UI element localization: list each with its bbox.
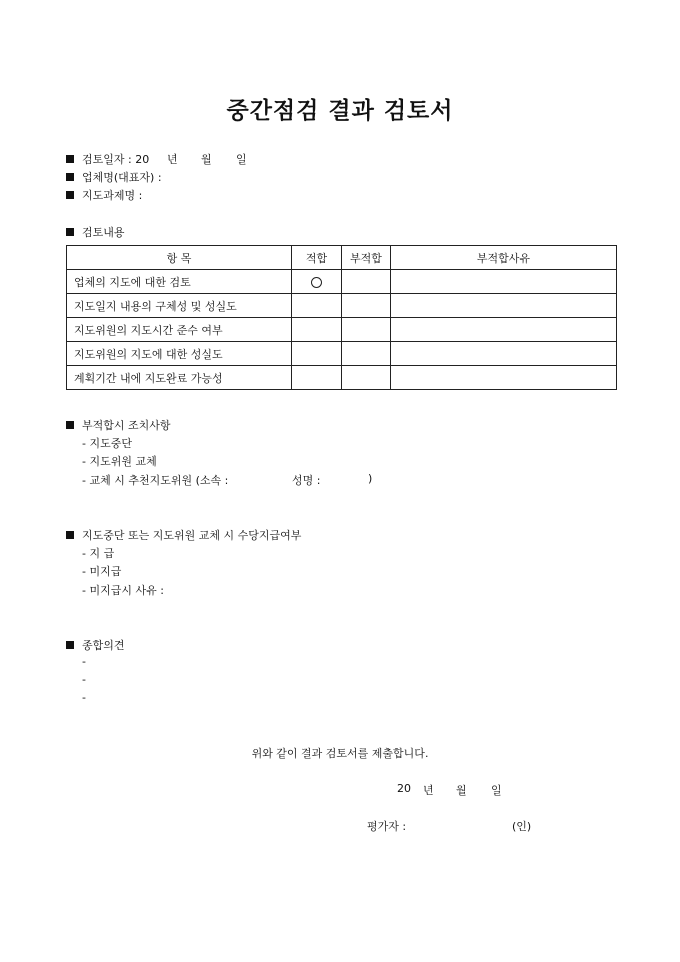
document-title: 중간점검 결과 검토서	[226, 98, 454, 124]
review-heading	[66, 224, 125, 240]
name-label: 성명 :	[292, 474, 321, 487]
measure-item-replace: - 지도위원 교체	[82, 455, 157, 468]
task-label: 지도과제명 :	[82, 189, 143, 202]
circle-mark-icon	[311, 277, 322, 288]
table-row	[67, 342, 617, 366]
measures-heading-label: 부적합시 조치사항	[82, 419, 171, 432]
seal-label: (인)	[512, 820, 532, 833]
table-row	[67, 294, 617, 318]
table-row	[67, 270, 617, 294]
year-label: 년	[167, 153, 178, 166]
opinion-heading-label: 종합의견	[82, 639, 125, 652]
reason-cell[interactable]	[391, 366, 617, 390]
row-item-label: 지도위원의 지도에 대한 성실도	[67, 342, 292, 366]
unsuitable-cell[interactable]	[342, 342, 391, 366]
row-item-label: 업체의 지도에 대한 검토	[67, 270, 292, 294]
review-date-field	[66, 151, 149, 167]
reason-cell[interactable]	[391, 342, 617, 366]
payment-item-reason: - 미지급시 사유 :	[82, 584, 164, 597]
suitable-cell[interactable]	[292, 366, 342, 390]
measure-item-stop: - 지도중단	[82, 437, 132, 450]
footer-year-label: 년	[423, 784, 434, 797]
opinion-line: -	[82, 691, 86, 704]
opinion-line: -	[82, 673, 86, 686]
payment-item-unpaid: - 미지급	[82, 565, 122, 578]
row-item-label: 계획기간 내에 지도완료 가능성	[67, 366, 292, 390]
table-header-row	[67, 246, 617, 270]
suitable-cell[interactable]	[292, 294, 342, 318]
opinion-heading	[66, 637, 125, 653]
square-bullet-icon	[66, 155, 74, 163]
suitable-cell[interactable]	[292, 342, 342, 366]
opinion-line: -	[82, 655, 86, 668]
submission-statement: 위와 같이 결과 검토서를 제출합니다.	[251, 747, 429, 760]
review-date-label: 검토일자 : 20	[82, 153, 150, 166]
unsuitable-cell[interactable]	[342, 366, 391, 390]
review-table	[66, 245, 617, 390]
reason-cell[interactable]	[391, 270, 617, 294]
column-header-unsuitable: 부적합	[342, 246, 391, 270]
suitable-cell[interactable]	[292, 318, 342, 342]
column-header-item: 항 목	[67, 246, 292, 270]
footer-year-prefix: 20	[397, 782, 411, 795]
unsuitable-cell[interactable]	[342, 318, 391, 342]
payment-heading-label: 지도중단 또는 지도위원 교체 시 수당지급여부	[82, 529, 302, 542]
task-field	[66, 187, 142, 203]
row-item-label: 지도위원의 지도시간 준수 여부	[67, 318, 292, 342]
close-paren: )	[368, 472, 373, 485]
review-heading-label: 검토내용	[82, 226, 125, 239]
month-label: 월	[201, 153, 212, 166]
table-row	[67, 366, 617, 390]
square-bullet-icon	[66, 228, 74, 236]
measure-item-recommend: - 교체 시 추천지도위원 (소속 :	[82, 474, 229, 487]
day-label: 일	[236, 153, 247, 166]
payment-heading	[66, 527, 301, 543]
square-bullet-icon	[66, 191, 74, 199]
reason-cell[interactable]	[391, 318, 617, 342]
footer-month-label: 월	[456, 784, 467, 797]
footer-day-label: 일	[491, 784, 502, 797]
measures-heading	[66, 417, 171, 433]
square-bullet-icon	[66, 421, 74, 429]
column-header-reason: 부적합사유	[391, 246, 617, 270]
square-bullet-icon	[66, 641, 74, 649]
column-header-suitable: 적합	[292, 246, 342, 270]
row-item-label: 지도일지 내용의 구체성 및 성실도	[67, 294, 292, 318]
table-row	[67, 318, 617, 342]
square-bullet-icon	[66, 531, 74, 539]
unsuitable-cell[interactable]	[342, 270, 391, 294]
evaluator-label: 평가자 :	[367, 820, 407, 833]
company-field	[66, 169, 162, 185]
company-label: 업체명(대표자) :	[82, 171, 162, 184]
reason-cell[interactable]	[391, 294, 617, 318]
payment-item-paid: - 지 급	[82, 547, 115, 560]
suitable-cell[interactable]	[292, 270, 342, 294]
unsuitable-cell[interactable]	[342, 294, 391, 318]
square-bullet-icon	[66, 173, 74, 181]
